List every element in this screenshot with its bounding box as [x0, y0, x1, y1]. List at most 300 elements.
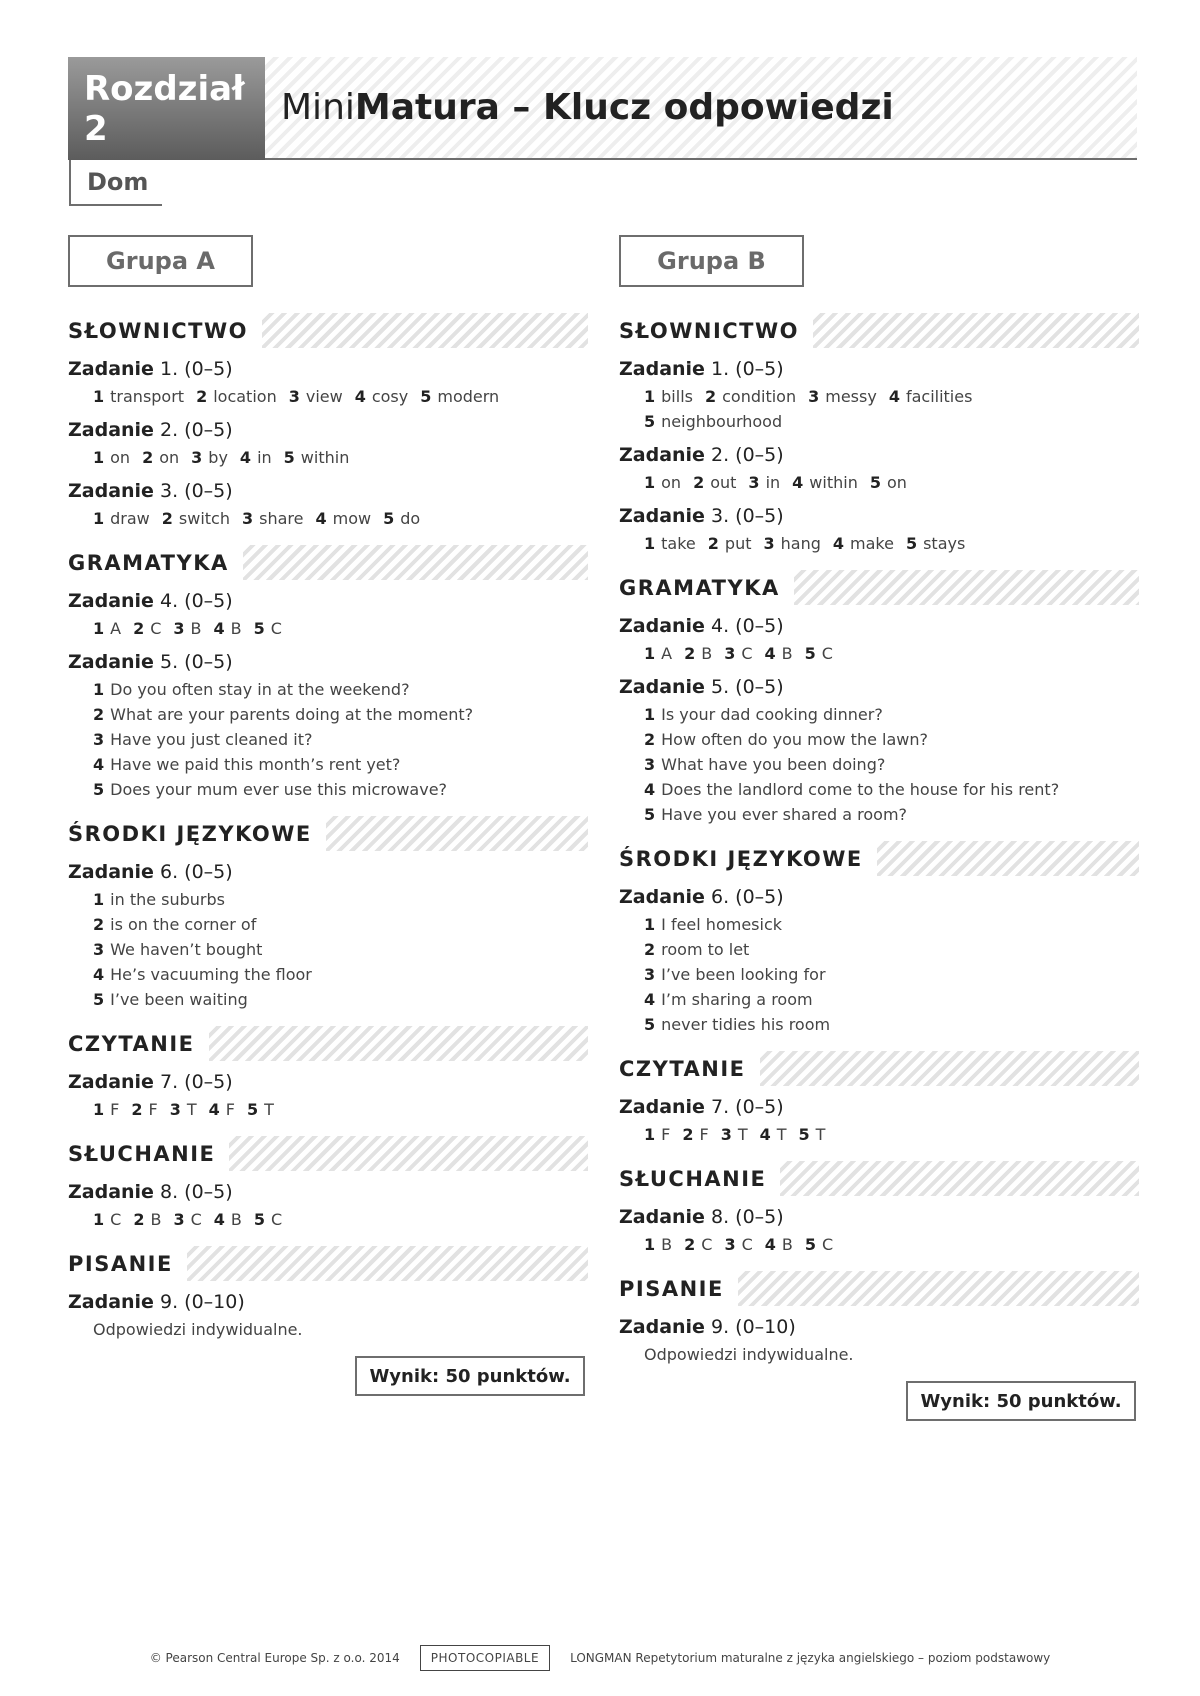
answer-text: Have we paid this month’s rent yet? — [110, 755, 401, 774]
section-title: PISANIE — [68, 1252, 187, 1276]
answer-number: 3 — [173, 1210, 185, 1229]
answer-number: 1 — [644, 705, 656, 724]
task-label: Zadanie — [619, 1096, 705, 1118]
answer-number: 4 — [832, 534, 845, 553]
task-label: Zadanie — [619, 358, 705, 380]
answer-text: C — [271, 1210, 283, 1229]
answer-list — [68, 506, 588, 531]
answer-text: condition — [722, 387, 797, 406]
answer-line — [644, 384, 1139, 409]
answer-number: 2 — [684, 644, 696, 663]
section-header — [619, 1271, 1139, 1306]
answer-list — [619, 702, 1139, 827]
answer-text: is on the corner of — [110, 915, 257, 934]
answer-text: transport — [110, 387, 185, 406]
answer-text: He’s vacuuming the floor — [110, 965, 312, 984]
answer-text: cosy — [371, 387, 409, 406]
answer-text: within — [300, 448, 350, 467]
answer-text: out — [710, 473, 737, 492]
answer-text: B — [150, 1210, 162, 1229]
task-title — [68, 1291, 588, 1313]
answer-text: B — [230, 1210, 242, 1229]
answer-text: B — [230, 619, 242, 638]
task-label: Zadanie — [619, 886, 705, 908]
answer-number: 3 — [191, 448, 203, 467]
group-label: Grupa B — [619, 235, 804, 287]
task-label: Zadanie — [619, 444, 705, 466]
task-title — [68, 1181, 588, 1203]
answer-number: 3 — [241, 509, 254, 528]
answer-number: 4 — [644, 990, 656, 1009]
answer-list — [619, 1122, 1139, 1147]
section-stripe — [326, 816, 588, 851]
section-header — [68, 545, 588, 580]
answer-text: C — [270, 619, 282, 638]
task-range: 9. (0–10) — [711, 1316, 796, 1338]
section-header — [68, 313, 588, 348]
task-range: 3. (0–5) — [160, 480, 233, 502]
answer-list — [619, 531, 1139, 556]
answer-text: in — [257, 448, 272, 467]
answer-number: 2 — [196, 387, 208, 406]
answer-text: C — [190, 1210, 202, 1229]
answer-line — [93, 937, 588, 962]
answer-number: 1 — [93, 1100, 105, 1119]
answer-number: 2 — [142, 448, 154, 467]
answer-text: C — [741, 644, 753, 663]
answer-line — [644, 962, 1139, 987]
answer-text: Is your dad cooking dinner? — [661, 705, 883, 724]
answer-text: C — [821, 644, 833, 663]
task-range: 8. (0–5) — [711, 1206, 784, 1228]
task-title — [619, 1096, 1139, 1118]
task-title — [619, 1316, 1139, 1338]
answer-number: 4 — [213, 619, 225, 638]
answer-text: share — [259, 509, 304, 528]
answer-text: C — [150, 619, 162, 638]
answer-line — [93, 912, 588, 937]
answer-text: B — [781, 644, 793, 663]
task-label: Zadanie — [68, 651, 154, 673]
section-title: CZYTANIE — [619, 1057, 760, 1081]
answer-text: mow — [332, 509, 372, 528]
score-box: Wynik: 50 punktów. — [906, 1381, 1136, 1421]
answer-line — [644, 802, 1139, 827]
answer-list — [619, 384, 1139, 434]
answer-number: 5 — [798, 1125, 810, 1144]
answer-text: I’ve been waiting — [110, 990, 248, 1009]
answer-list — [619, 470, 1139, 495]
answer-line — [644, 777, 1139, 802]
task-title — [68, 651, 588, 673]
task-range: 4. (0–5) — [160, 590, 233, 612]
answer-text: T — [815, 1125, 826, 1144]
answer-number: 5 — [246, 1100, 259, 1119]
answer-text: T — [776, 1125, 787, 1144]
answer-list — [619, 1232, 1139, 1257]
answer-number: 4 — [213, 1210, 225, 1229]
answer-line — [644, 641, 1139, 666]
answer-number: 4 — [759, 1125, 771, 1144]
answer-text: C — [701, 1235, 713, 1254]
answer-text: switch — [178, 509, 230, 528]
answer-text: I feel homesick — [661, 915, 782, 934]
task-title — [619, 444, 1139, 466]
task-range: 4. (0–5) — [711, 615, 784, 637]
answer-text: on — [886, 473, 907, 492]
answer-text: What have you been doing? — [661, 755, 886, 774]
answer-number: 2 — [644, 730, 656, 749]
answer-line — [93, 506, 588, 531]
answer-text: A — [110, 619, 122, 638]
answer-number: 5 — [93, 990, 105, 1009]
answer-text: neighbourhood — [661, 412, 783, 431]
answer-number: 2 — [704, 387, 717, 406]
answer-list — [619, 641, 1139, 666]
answer-number: 4 — [315, 509, 327, 528]
answer-line — [644, 1232, 1139, 1257]
task-label: Zadanie — [68, 861, 154, 883]
answer-number: 3 — [93, 730, 105, 749]
group-b-column — [619, 235, 1139, 1421]
answer-number: 5 — [253, 619, 265, 638]
answer-text: Does the landlord come to the house for his rent? — [661, 780, 1060, 799]
answer-number: 1 — [644, 473, 656, 492]
section-stripe — [738, 1271, 1139, 1306]
answer-text: location — [213, 387, 277, 406]
section-title: ŚRODKI JĘZYKOWE — [68, 822, 326, 846]
answer-text: Have you just cleaned it? — [110, 730, 313, 749]
answer-line — [93, 445, 588, 470]
answer-number: 4 — [764, 644, 776, 663]
answer-text: stays — [923, 534, 966, 553]
answer-line — [93, 752, 588, 777]
task-label: Zadanie — [619, 1316, 705, 1338]
section-header — [619, 570, 1139, 605]
answer-number: 2 — [131, 1100, 143, 1119]
section-stripe — [187, 1246, 588, 1281]
answer-number: 5 — [420, 387, 432, 406]
section-header — [68, 1026, 588, 1061]
group-a-column — [68, 235, 588, 1396]
answer-text: put — [724, 534, 752, 553]
section-header — [68, 1136, 588, 1171]
section-title: SŁUCHANIE — [619, 1167, 780, 1191]
section-title: ŚRODKI JĘZYKOWE — [619, 847, 877, 871]
answer-text: Odpowiedzi indywidualne. — [93, 1320, 303, 1339]
answer-number: 3 — [724, 644, 736, 663]
answer-text: Does your mum ever use this microwave? — [110, 780, 448, 799]
task-range: 1. (0–5) — [160, 358, 233, 380]
answer-text: F — [699, 1125, 709, 1144]
task-title — [68, 1071, 588, 1093]
task-title — [619, 505, 1139, 527]
task-label: Zadanie — [68, 480, 154, 502]
section-stripe — [760, 1051, 1139, 1086]
answer-list — [68, 616, 588, 641]
answer-number: 1 — [644, 534, 656, 553]
task-range: 7. (0–5) — [160, 1071, 233, 1093]
section-title: CZYTANIE — [68, 1032, 209, 1056]
answer-text: I’ve been looking for — [661, 965, 826, 984]
answer-line — [93, 1097, 588, 1122]
answer-number: 2 — [644, 940, 656, 959]
answer-text: Odpowiedzi indywidualne. — [644, 1345, 854, 1364]
answer-list — [619, 912, 1139, 1037]
answer-number: 3 — [748, 473, 760, 492]
answer-text: B — [781, 1235, 793, 1254]
answer-text: A — [661, 644, 673, 663]
task-range: 1. (0–5) — [711, 358, 784, 380]
answer-number: 1 — [93, 509, 105, 528]
answer-text: B — [661, 1235, 673, 1254]
header-bar — [68, 57, 1137, 160]
task-title — [619, 615, 1139, 637]
task-range: 8. (0–5) — [160, 1181, 233, 1203]
answer-number: 4 — [93, 965, 105, 984]
answer-text: T — [186, 1100, 197, 1119]
task-title — [68, 358, 588, 380]
answer-text: take — [661, 534, 696, 553]
answer-text: How often do you mow the lawn? — [661, 730, 928, 749]
answer-line — [93, 987, 588, 1012]
answer-text: C — [822, 1235, 834, 1254]
answer-line — [93, 677, 588, 702]
answer-line — [644, 531, 1139, 556]
footer-series: LONGMAN Repetytorium maturalne z języka angielskiego – poziom podstawowy — [570, 1651, 1051, 1665]
answer-number: 4 — [93, 755, 105, 774]
section-stripe — [243, 545, 588, 580]
section-title: GRAMATYKA — [619, 576, 794, 600]
answer-text: I’m sharing a room — [661, 990, 813, 1009]
answer-text: in the suburbs — [110, 890, 225, 909]
section-stripe — [794, 570, 1139, 605]
answer-number: 2 — [161, 509, 173, 528]
task-range: 5. (0–5) — [711, 676, 784, 698]
answer-number: 5 — [253, 1210, 266, 1229]
section-header — [619, 841, 1139, 876]
answer-number: 2 — [707, 534, 719, 553]
answer-text: room to let — [661, 940, 750, 959]
task-range: 2. (0–5) — [711, 444, 784, 466]
answer-line — [93, 702, 588, 727]
answer-list — [68, 887, 588, 1012]
answer-number: 2 — [684, 1235, 696, 1254]
task-title — [68, 480, 588, 502]
answer-list — [68, 677, 588, 802]
answer-number: 5 — [804, 1235, 817, 1254]
task-title — [619, 676, 1139, 698]
answer-line — [93, 384, 588, 409]
answer-number: 3 — [808, 387, 820, 406]
section-header — [619, 1161, 1139, 1196]
answer-number: 3 — [288, 387, 300, 406]
answer-text: within — [809, 473, 858, 492]
task-label: Zadanie — [68, 1071, 154, 1093]
answer-text: never tidies his room — [661, 1015, 831, 1034]
answer-number: 4 — [239, 448, 252, 467]
task-title — [68, 861, 588, 883]
task-range: 7. (0–5) — [711, 1096, 784, 1118]
page-footer — [0, 1645, 1200, 1671]
answer-list — [68, 445, 588, 470]
section-header — [68, 816, 588, 851]
section-title: PISANIE — [619, 1277, 738, 1301]
answer-number: 1 — [644, 1235, 656, 1254]
answer-number: 4 — [792, 473, 804, 492]
task-label: Zadanie — [619, 1206, 705, 1228]
task-label: Zadanie — [619, 676, 705, 698]
answer-number: 2 — [93, 915, 105, 934]
title-main: Matura – Klucz odpowiedzi — [354, 87, 894, 128]
task-title — [68, 590, 588, 612]
section-title: SŁOWNICTWO — [68, 319, 262, 343]
answer-number: 4 — [888, 387, 900, 406]
section-stripe — [813, 313, 1139, 348]
answer-number: 3 — [720, 1125, 732, 1144]
answer-number: 4 — [644, 780, 656, 799]
answer-number: 5 — [283, 448, 295, 467]
answer-text: T — [264, 1100, 274, 1119]
answer-number: 3 — [763, 534, 775, 553]
answer-text: We haven’t bought — [110, 940, 263, 959]
answer-text: T — [737, 1125, 748, 1144]
answer-line — [93, 727, 588, 752]
task-label: Zadanie — [619, 505, 705, 527]
answer-number: 1 — [93, 1210, 105, 1229]
section-header — [619, 313, 1139, 348]
answer-text: do — [400, 509, 421, 528]
photocopiable-badge: PHOTOCOPIABLE — [420, 1645, 550, 1671]
answer-number: 3 — [173, 619, 185, 638]
task-range: 5. (0–5) — [160, 651, 233, 673]
footer-copyright: © Pearson Central Europe Sp. z o.o. 2014 — [149, 1651, 400, 1665]
section-stripe — [209, 1026, 588, 1061]
task-label: Zadanie — [68, 1181, 154, 1203]
answer-text: view — [305, 387, 343, 406]
answer-list — [619, 1342, 1139, 1367]
answer-number: 3 — [644, 965, 656, 984]
answer-number: 1 — [644, 644, 656, 663]
answer-text: on — [661, 473, 682, 492]
section-title: SŁOWNICTWO — [619, 319, 813, 343]
answer-text: C — [741, 1235, 753, 1254]
section-title: GRAMATYKA — [68, 551, 243, 575]
answer-text: draw — [110, 509, 150, 528]
group-label: Grupa A — [68, 235, 253, 287]
task-title — [619, 886, 1139, 908]
answer-line — [644, 702, 1139, 727]
answer-line — [93, 777, 588, 802]
answer-number: 1 — [93, 680, 105, 699]
answer-number: 5 — [383, 509, 395, 528]
answer-text: Do you often stay in at the weekend? — [110, 680, 410, 699]
answer-number: 5 — [804, 644, 816, 663]
section-stripe — [262, 313, 588, 348]
task-range: 6. (0–5) — [160, 861, 233, 883]
task-label: Zadanie — [68, 419, 154, 441]
section-stripe — [877, 841, 1139, 876]
answer-line — [644, 752, 1139, 777]
task-label: Zadanie — [68, 358, 154, 380]
answer-text: B — [190, 619, 202, 638]
answer-text: bills — [661, 387, 693, 406]
task-range: 2. (0–5) — [160, 419, 233, 441]
answer-number: 1 — [644, 915, 656, 934]
section-stripe — [229, 1136, 588, 1171]
answer-line — [644, 1012, 1139, 1037]
title-prefix: Mini — [281, 87, 355, 128]
answer-text: F — [110, 1100, 120, 1119]
answer-number: 3 — [93, 940, 105, 959]
answer-line — [644, 470, 1139, 495]
answer-text: B — [701, 644, 713, 663]
answer-text: What are your parents doing at the moment? — [110, 705, 474, 724]
answer-line — [93, 887, 588, 912]
answer-list — [68, 1097, 588, 1122]
answer-number: 1 — [644, 1125, 656, 1144]
answer-number: 5 — [644, 805, 656, 824]
answer-number: 2 — [133, 619, 145, 638]
answer-line — [644, 937, 1139, 962]
answer-text: messy — [825, 387, 877, 406]
page-title — [265, 57, 1137, 160]
answer-number: 4 — [764, 1235, 776, 1254]
answer-number: 3 — [644, 755, 656, 774]
answer-line — [93, 616, 588, 641]
answer-text: in — [765, 473, 781, 492]
answer-number: 3 — [724, 1235, 736, 1254]
task-label: Zadanie — [68, 590, 154, 612]
task-range: 6. (0–5) — [711, 886, 784, 908]
task-title — [619, 1206, 1139, 1228]
section-header — [68, 1246, 588, 1281]
answer-text: facilities — [905, 387, 973, 406]
answer-line — [644, 409, 1139, 434]
answer-line — [644, 1122, 1139, 1147]
page-subtitle: Dom — [69, 160, 162, 206]
task-range: 3. (0–5) — [711, 505, 784, 527]
answer-number: 5 — [644, 1015, 656, 1034]
answer-line — [644, 987, 1139, 1012]
section-title: SŁUCHANIE — [68, 1142, 229, 1166]
answer-list — [68, 1207, 588, 1232]
answer-text: F — [148, 1100, 158, 1119]
answer-text: make — [850, 534, 894, 553]
answer-number: 4 — [354, 387, 366, 406]
task-label: Zadanie — [68, 1291, 154, 1313]
score-box: Wynik: 50 punktów. — [355, 1356, 585, 1396]
task-title — [619, 358, 1139, 380]
answer-number: 5 — [644, 412, 656, 431]
answer-text: hang — [780, 534, 821, 553]
section-header — [619, 1051, 1139, 1086]
answer-number: 1 — [93, 387, 105, 406]
answer-number: 2 — [93, 705, 105, 724]
answer-number: 2 — [682, 1125, 694, 1144]
answer-text: Have you ever shared a room? — [661, 805, 908, 824]
answer-text: F — [225, 1100, 235, 1119]
answer-text: F — [661, 1125, 671, 1144]
section-stripe — [780, 1161, 1139, 1196]
answer-number: 1 — [644, 387, 656, 406]
task-label: Zadanie — [619, 615, 705, 637]
answer-number: 4 — [208, 1100, 220, 1119]
answer-number: 3 — [169, 1100, 181, 1119]
answer-list — [68, 1317, 588, 1342]
answer-number: 2 — [693, 473, 705, 492]
answer-text: on — [110, 448, 131, 467]
